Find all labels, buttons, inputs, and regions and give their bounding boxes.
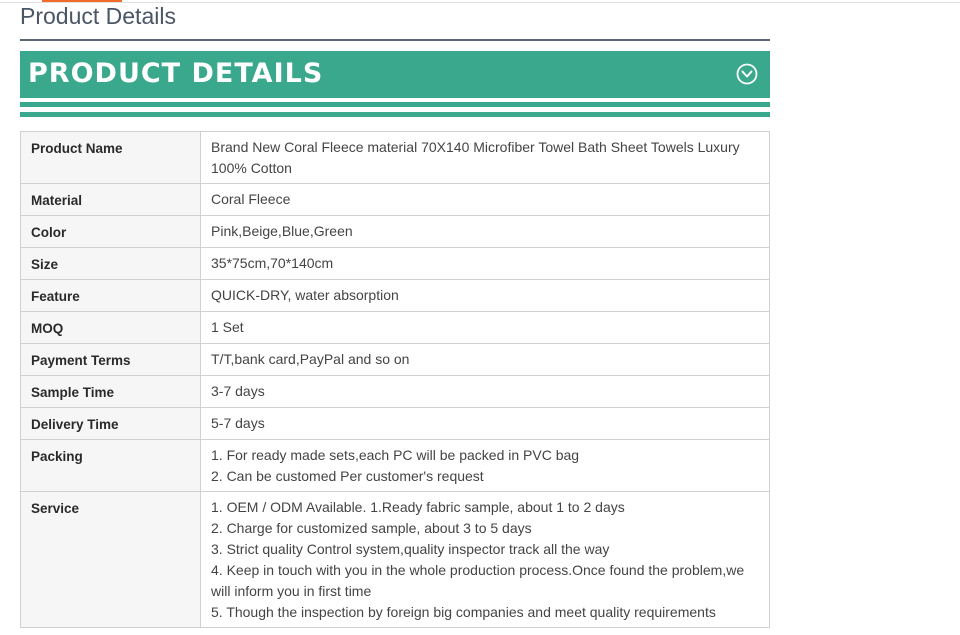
- spec-value: [201, 344, 770, 376]
- spec-value: [201, 376, 770, 408]
- spec-value-line: 4. Keep in touch with you in the whole production process.Once found the problem,we will inform you in first time: [211, 562, 745, 599]
- section-title: Product Details: [20, 3, 176, 29]
- spec-value-line: 5. Though the inspection by foreign big companies and meet quality requirements: [211, 604, 716, 620]
- spec-value: [201, 184, 770, 216]
- spec-value: [201, 248, 770, 280]
- table-row: [21, 344, 770, 376]
- spec-value-line: 2. Charge for customized sample, about 3 to 5 days: [211, 520, 532, 536]
- spec-value: [201, 280, 770, 312]
- product-details-banner: [20, 51, 770, 98]
- spec-label: MOQ: [21, 312, 201, 344]
- table-row: [21, 248, 770, 280]
- spec-value-line: 3-7 days: [211, 383, 265, 399]
- table-row: [21, 280, 770, 312]
- spec-value-line: QUICK-DRY, water absorption: [211, 287, 399, 303]
- table-row: [21, 408, 770, 440]
- table-row: [21, 216, 770, 248]
- table-row: [21, 312, 770, 344]
- spec-label: Color: [21, 216, 201, 248]
- table-row: [21, 184, 770, 216]
- spec-label: Product Name: [21, 132, 201, 184]
- product-specs-table: [20, 131, 770, 628]
- spec-value-line: 5-7 days: [211, 415, 265, 431]
- spec-value-line: Pink,Beige,Blue,Green: [211, 223, 353, 239]
- spec-label: Service: [21, 492, 201, 628]
- spec-value: [201, 492, 770, 628]
- spec-label: Payment Terms: [21, 344, 201, 376]
- spec-value-line: 1. OEM / ODM Available. 1.Ready fabric sample, about 1 to 2 days: [211, 499, 625, 515]
- chevron-down-circle-icon[interactable]: [736, 63, 758, 85]
- spec-value-line: Coral Fleece: [211, 191, 291, 207]
- table-row: [21, 440, 770, 492]
- title-underline: [20, 39, 770, 41]
- banner-stripe: [20, 102, 770, 107]
- table-row: [21, 492, 770, 628]
- spec-label: Sample Time: [21, 376, 201, 408]
- banner-stripe: [20, 112, 770, 117]
- spec-value-line: Brand New Coral Fleece material 70X140 Microfiber Towel Bath Sheet Towels Luxury 100% Cotton: [211, 139, 740, 176]
- table-row: [21, 132, 770, 184]
- spec-value-line: 1 Set: [211, 319, 244, 335]
- spec-label: Delivery Time: [21, 408, 201, 440]
- spec-value: [201, 132, 770, 184]
- spec-value-line: 35*75cm,70*140cm: [211, 255, 334, 271]
- banner-title: PRODUCT DETAILS: [28, 58, 324, 89]
- spec-value-line: 3. Strict quality Control system,quality inspector track all the way: [211, 541, 610, 557]
- spec-value: [201, 312, 770, 344]
- spec-value-line: T/T,bank card,PayPal and so on: [211, 351, 410, 367]
- spec-label: Feature: [21, 280, 201, 312]
- table-row: [21, 376, 770, 408]
- spec-value-line: 1. For ready made sets,each PC will be packed in PVC bag: [211, 447, 580, 463]
- spec-label: Material: [21, 184, 201, 216]
- spec-label: Size: [21, 248, 201, 280]
- spec-value-line: 2. Can be customed Per customer's request: [211, 468, 484, 484]
- spec-label: Packing: [21, 440, 201, 492]
- spec-value: [201, 408, 770, 440]
- spec-value: [201, 216, 770, 248]
- spec-value: [201, 440, 770, 492]
